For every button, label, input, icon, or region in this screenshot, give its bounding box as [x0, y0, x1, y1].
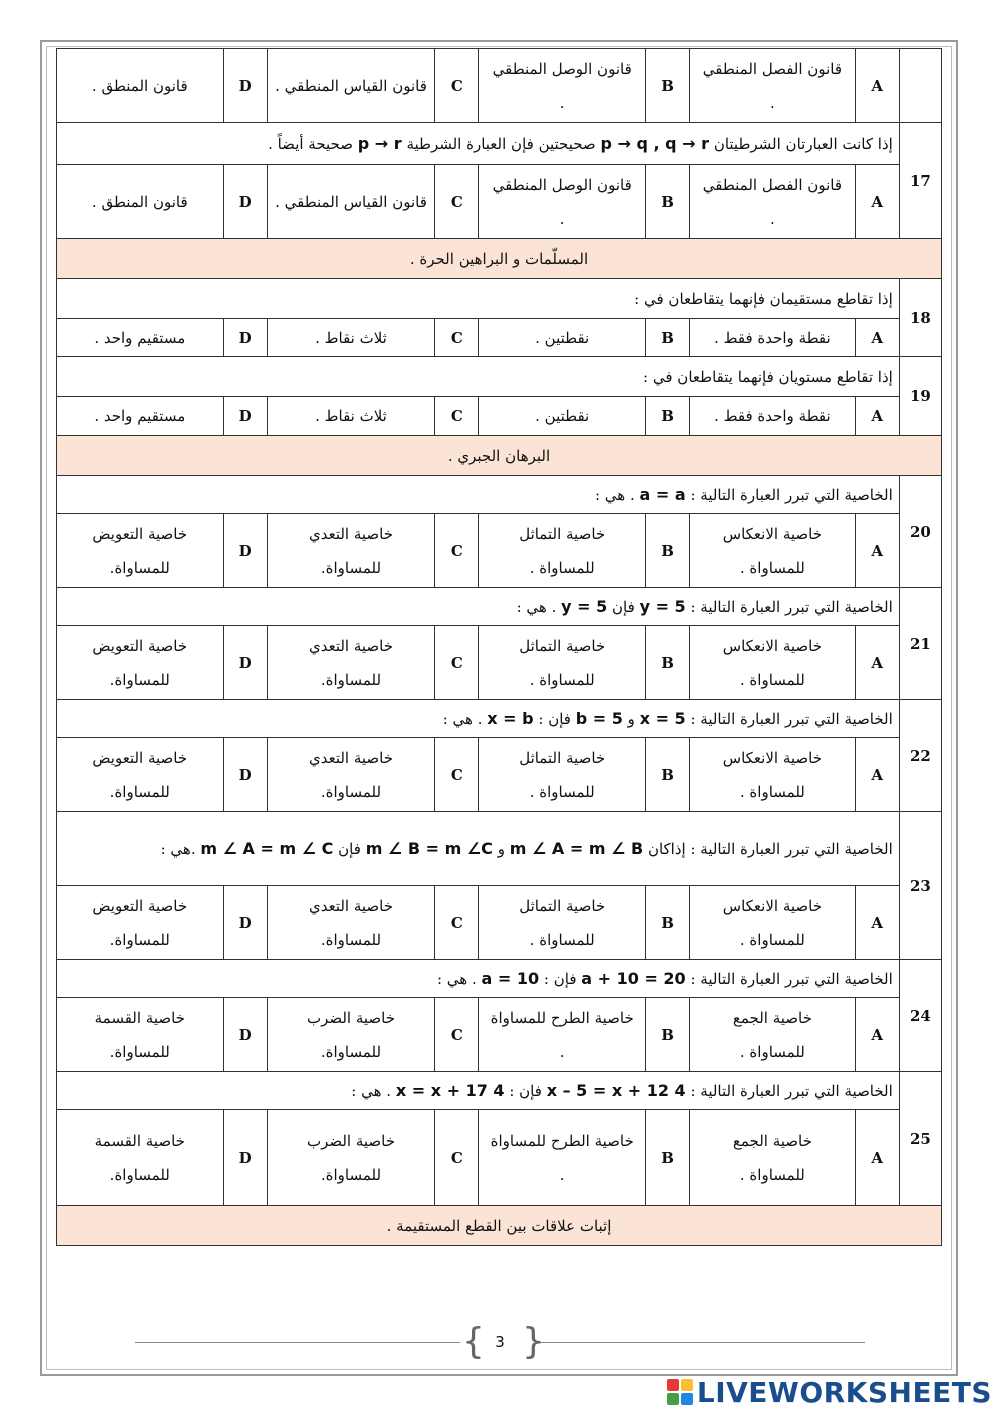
- question-number: 20: [899, 476, 941, 588]
- letter-c: C: [435, 626, 479, 700]
- letter-d: D: [223, 1110, 267, 1206]
- letter-c: C: [435, 514, 479, 588]
- questions-table: [56, 48, 942, 1246]
- options-row-19: [57, 397, 942, 436]
- option-d[interactable]: خاصية التعويض للمساواة.: [57, 626, 224, 700]
- question-text: إذا كانت العبارتان الشرطيتان p → q , q → r صحيحتين فإن العبارة الشرطية p → r صحيحة أيضاً .: [57, 123, 900, 165]
- option-a[interactable]: خاصية الانعكاس للمساواة .: [690, 886, 856, 960]
- letter-b: B: [645, 319, 689, 357]
- option-a[interactable]: خاصية الجمع للمساواة .: [690, 1110, 856, 1206]
- question-text: الخاصية التي تبرر العبارة التالية : a = a . هي :: [57, 476, 900, 514]
- letter-b: B: [645, 49, 689, 123]
- question-21-stem: [57, 588, 942, 626]
- question-number: 24: [899, 960, 941, 1072]
- section-title: البرهان الجبري .: [57, 436, 942, 476]
- question-text: الخاصية التي تبرر العبارة التالية : إذاكان m ∠ A = m ∠ B و m ∠ B = m ∠C فإن m ∠ A = m ∠ C .هي :: [57, 812, 900, 886]
- question-20-stem: [57, 476, 942, 514]
- footer-rule-right: [540, 1342, 865, 1343]
- letter-c: C: [435, 998, 479, 1072]
- option-b[interactable]: خاصية التماثل للمساواة .: [479, 738, 646, 812]
- letter-d: D: [223, 738, 267, 812]
- option-a[interactable]: قانون الفصل المنطقي .: [690, 49, 856, 123]
- section-header-postulates: [57, 239, 942, 279]
- question-18-stem: [57, 279, 942, 319]
- options-row-22: [57, 738, 942, 812]
- letter-d: D: [223, 165, 267, 239]
- question-17-stem: [57, 123, 942, 165]
- letter-a: A: [855, 886, 899, 960]
- question-number: 23: [899, 812, 941, 960]
- letter-b: B: [645, 626, 689, 700]
- letter-d: D: [223, 998, 267, 1072]
- option-d[interactable]: خاصية القسمة للمساواة.: [57, 1110, 224, 1206]
- option-d[interactable]: مستقيم واحد .: [57, 319, 224, 357]
- option-c[interactable]: خاصية الضرب للمساواة.: [267, 998, 435, 1072]
- letter-a: A: [855, 165, 899, 239]
- letter-d: D: [223, 626, 267, 700]
- option-b[interactable]: خاصية التماثل للمساواة .: [479, 886, 646, 960]
- question-text: الخاصية التي تبرر العبارة التالية : a + 10 = 20 فإن : a = 10 . هي :: [57, 960, 900, 998]
- question-24-stem: [57, 960, 942, 998]
- option-d[interactable]: قانون المنطق .: [57, 49, 224, 123]
- options-row-23: [57, 886, 942, 960]
- question-number: [899, 49, 941, 123]
- option-b[interactable]: خاصية التماثل للمساواة .: [479, 626, 646, 700]
- option-d[interactable]: خاصية التعويض للمساواة.: [57, 738, 224, 812]
- options-row-20: [57, 514, 942, 588]
- option-a[interactable]: نقطة واحدة فقط .: [690, 397, 856, 436]
- letter-c: C: [435, 397, 479, 436]
- logo-icon: [667, 1379, 693, 1405]
- option-a[interactable]: خاصية الانعكاس للمساواة .: [690, 738, 856, 812]
- letter-b: B: [645, 514, 689, 588]
- letter-a: A: [855, 1110, 899, 1206]
- option-a[interactable]: خاصية الانعكاس للمساواة .: [690, 514, 856, 588]
- option-b[interactable]: قانون الوصل المنطقي .: [479, 49, 646, 123]
- letter-d: D: [223, 886, 267, 960]
- letter-a: A: [855, 397, 899, 436]
- option-c[interactable]: ثلاث نقاط .: [267, 319, 435, 357]
- option-b[interactable]: نقطتين .: [479, 397, 646, 436]
- option-a[interactable]: نقطة واحدة فقط .: [690, 319, 856, 357]
- option-c[interactable]: ثلاث نقاط .: [267, 397, 435, 436]
- option-c[interactable]: قانون القياس المنطقي .: [267, 165, 435, 239]
- letter-b: B: [645, 165, 689, 239]
- bracket-left: {: [462, 1321, 485, 1362]
- letter-b: B: [645, 998, 689, 1072]
- letter-c: C: [435, 886, 479, 960]
- letter-c: C: [435, 165, 479, 239]
- letter-a: A: [855, 998, 899, 1072]
- question-number: 17: [899, 123, 941, 239]
- letter-b: B: [645, 738, 689, 812]
- options-row-16: [57, 49, 942, 123]
- liveworksheets-logo: [667, 1374, 992, 1410]
- option-d[interactable]: مستقيم واحد .: [57, 397, 224, 436]
- option-b[interactable]: قانون الوصل المنطقي .: [479, 165, 646, 239]
- question-number: 22: [899, 700, 941, 812]
- question-22-stem: [57, 700, 942, 738]
- options-row-24: [57, 998, 942, 1072]
- options-row-17: [57, 165, 942, 239]
- question-text: إذا تقاطع مستقيمان فإنهما يتقاطعان في :: [57, 279, 900, 319]
- letter-a: A: [855, 319, 899, 357]
- letter-d: D: [223, 49, 267, 123]
- question-text: الخاصية التي تبرر العبارة التالية : x = 5 و b = 5 فإن : x = b . هي :: [57, 700, 900, 738]
- option-a[interactable]: خاصية الانعكاس للمساواة .: [690, 626, 856, 700]
- option-d[interactable]: خاصية التعويض للمساواة.: [57, 514, 224, 588]
- section-header-segments: [57, 1206, 942, 1246]
- option-a[interactable]: خاصية الجمع للمساواة .: [690, 998, 856, 1072]
- letter-b: B: [645, 1110, 689, 1206]
- option-d[interactable]: خاصية التعويض للمساواة.: [57, 886, 224, 960]
- letter-c: C: [435, 738, 479, 812]
- letter-a: A: [855, 738, 899, 812]
- letter-b: B: [645, 397, 689, 436]
- question-text: الخاصية التي تبرر العبارة التالية : 4 x – 5 = x + 12 فإن : 4 x = x + 17 . هي :: [57, 1072, 900, 1110]
- question-text: الخاصية التي تبرر العبارة التالية : y = 5 فإن y = 5 . هي :: [57, 588, 900, 626]
- option-b[interactable]: خاصية الطرح للمساواة .: [479, 998, 646, 1072]
- question-25-stem: [57, 1072, 942, 1110]
- option-c[interactable]: خاصية التعدي للمساواة.: [267, 738, 435, 812]
- option-c[interactable]: قانون القياس المنطقي .: [267, 49, 435, 123]
- section-title: المسلّمات و البراهين الحرة .: [57, 239, 942, 279]
- question-number: 25: [899, 1072, 941, 1206]
- option-b[interactable]: خاصية الطرح للمساواة .: [479, 1110, 646, 1206]
- question-23-stem: [57, 812, 942, 886]
- question-number: 21: [899, 588, 941, 700]
- letter-d: D: [223, 397, 267, 436]
- option-d[interactable]: خاصية القسمة للمساواة.: [57, 998, 224, 1072]
- option-a[interactable]: قانون الفصل المنطقي .: [690, 165, 856, 239]
- letter-d: D: [223, 514, 267, 588]
- options-row-21: [57, 626, 942, 700]
- footer-rule-left: [135, 1342, 460, 1343]
- section-title: إثبات علاقات بين القطع المستقيمة .: [57, 1206, 942, 1246]
- letter-c: C: [435, 49, 479, 123]
- question-text: إذا تقاطع مستويان فإنهما يتقاطعان في :: [57, 357, 900, 397]
- option-c[interactable]: خاصية التعدي للمساواة.: [267, 626, 435, 700]
- question-number: 19: [899, 357, 941, 436]
- options-row-25: [57, 1110, 942, 1206]
- letter-c: C: [435, 319, 479, 357]
- option-c[interactable]: خاصية الضرب للمساواة.: [267, 1110, 435, 1206]
- options-row-18: [57, 319, 942, 357]
- question-number: 18: [899, 279, 941, 357]
- option-d[interactable]: قانون المنطق .: [57, 165, 224, 239]
- letter-a: A: [855, 514, 899, 588]
- bracket-right: }: [522, 1321, 545, 1362]
- letter-c: C: [435, 1110, 479, 1206]
- logo-text: LIVEWORKSHEETS: [696, 1375, 992, 1409]
- question-19-stem: [57, 357, 942, 397]
- option-c[interactable]: خاصية التعدي للمساواة.: [267, 514, 435, 588]
- letter-a: A: [855, 626, 899, 700]
- option-c[interactable]: خاصية التعدي للمساواة.: [267, 886, 435, 960]
- letter-b: B: [645, 886, 689, 960]
- option-b[interactable]: نقطتين .: [479, 319, 646, 357]
- letter-d: D: [223, 319, 267, 357]
- page-number: 3: [495, 1333, 505, 1351]
- letter-a: A: [855, 49, 899, 123]
- section-header-algebraic-proof: [57, 436, 942, 476]
- option-b[interactable]: خاصية التماثل للمساواة .: [479, 514, 646, 588]
